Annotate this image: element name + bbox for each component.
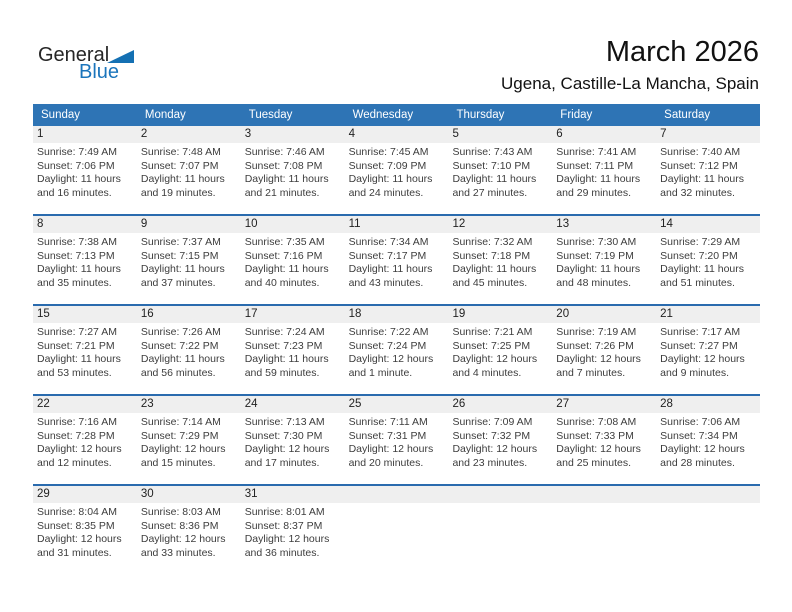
day-cell-31 [241, 486, 345, 574]
day-number: 12 [448, 216, 552, 233]
day-daylight-minutes: and 29 minutes. [556, 186, 632, 199]
day-number: 2 [137, 126, 241, 143]
day-daylight-minutes: and 59 minutes. [244, 366, 320, 379]
week-row-5 [33, 484, 760, 574]
day-number: 22 [33, 396, 137, 413]
day-daylight-minutes: and 17 minutes. [244, 456, 320, 469]
day-details [33, 233, 137, 290]
day-sunrise: Sunrise: 8:03 AM [140, 506, 221, 518]
day-sunset: Sunset: 7:09 PM [348, 159, 427, 172]
day-cell-14 [656, 216, 760, 304]
day-details [448, 323, 552, 380]
day-details [33, 323, 137, 380]
day-number: 26 [448, 396, 552, 413]
week-row-3 [33, 304, 760, 394]
day-sunrise: Sunrise: 7:26 AM [140, 326, 221, 338]
day-details [345, 413, 449, 470]
day-cell-18 [345, 306, 449, 394]
day-sunset: Sunset: 7:12 PM [660, 159, 738, 172]
day-daylight-minutes: and 56 minutes. [140, 366, 216, 379]
day-number: 1 [33, 126, 137, 143]
day-daylight-hours: Daylight: 11 hours [37, 173, 121, 185]
day-daylight-hours: Daylight: 12 hours [660, 443, 745, 455]
day-number: 28 [656, 396, 760, 413]
day-daylight-minutes: and 32 minutes. [660, 186, 735, 199]
day-daylight-hours: Daylight: 11 hours [244, 353, 329, 365]
weekday-header-saturday: Saturday [664, 109, 711, 121]
day-number: 4 [345, 126, 449, 143]
day-daylight-minutes: and 53 minutes. [37, 366, 112, 379]
day-details [241, 413, 345, 470]
day-cell-2 [137, 126, 241, 214]
day-cell-21 [656, 306, 760, 394]
day-number: 16 [137, 306, 241, 323]
weekday-header-tuesday: Tuesday [248, 109, 293, 121]
day-daylight-minutes: and 40 minutes. [244, 276, 320, 289]
location-subtitle: Ugena, Castille-La Mancha, Spain [501, 74, 759, 94]
day-sunset: Sunset: 7:08 PM [244, 159, 323, 172]
day-sunset: Sunset: 7:15 PM [140, 249, 219, 262]
day-daylight-minutes: and 31 minutes. [37, 546, 112, 559]
day-daylight-hours: Daylight: 11 hours [660, 173, 745, 185]
day-daylight-hours: Daylight: 12 hours [244, 443, 330, 455]
day-daylight-hours: Daylight: 11 hours [452, 173, 537, 185]
day-details [137, 503, 241, 560]
day-daylight-hours: Daylight: 12 hours [140, 533, 226, 545]
day-daylight-minutes: and 51 minutes. [660, 276, 735, 289]
day-number: 30 [137, 486, 241, 503]
day-daylight-hours: Daylight: 12 hours [556, 353, 641, 365]
day-daylight-minutes: and 23 minutes. [452, 456, 528, 469]
day-sunrise: Sunrise: 7:48 AM [140, 146, 221, 158]
day-daylight-hours: Daylight: 11 hours [140, 353, 225, 365]
day-daylight-hours: Daylight: 11 hours [140, 263, 225, 275]
day-cell-17 [241, 306, 345, 394]
day-sunset: Sunset: 8:37 PM [244, 519, 323, 532]
day-cell-5 [448, 126, 552, 214]
day-daylight-minutes: and 12 minutes. [37, 456, 112, 469]
day-sunrise: Sunrise: 7:14 AM [140, 416, 221, 428]
day-cell-8 [33, 216, 137, 304]
day-number: 20 [552, 306, 656, 323]
weekday-header-monday: Monday [144, 109, 186, 121]
day-number: 8 [33, 216, 137, 233]
day-daylight-minutes: and 9 minutes. [660, 366, 730, 379]
day-daylight-hours: Daylight: 12 hours [348, 443, 434, 455]
empty-date-band [552, 486, 656, 503]
day-cell-12 [448, 216, 552, 304]
day-sunset: Sunset: 8:36 PM [140, 519, 219, 532]
day-daylight-hours: Daylight: 12 hours [452, 353, 538, 365]
day-cell-10 [241, 216, 345, 304]
day-daylight-hours: Daylight: 11 hours [660, 263, 745, 275]
empty-date-band [656, 486, 760, 503]
day-sunset: Sunset: 7:22 PM [140, 339, 219, 352]
day-cell-22 [33, 396, 137, 484]
day-details [656, 143, 760, 200]
day-daylight-minutes: and 48 minutes. [556, 276, 632, 289]
day-daylight-minutes: and 21 minutes. [244, 186, 320, 199]
week-row-4 [33, 394, 760, 484]
day-number: 29 [33, 486, 137, 503]
day-details [656, 233, 760, 290]
day-sunset: Sunset: 7:13 PM [37, 249, 115, 262]
day-cell-23 [137, 396, 241, 484]
day-sunrise: Sunrise: 7:09 AM [452, 416, 533, 428]
logo-text-blue: Blue [79, 61, 120, 83]
day-daylight-minutes: and 33 minutes. [140, 546, 216, 559]
day-sunset: Sunset: 8:35 PM [37, 519, 115, 532]
day-cell-30 [137, 486, 241, 574]
day-details [552, 413, 656, 470]
day-sunset: Sunset: 7:33 PM [556, 429, 634, 442]
day-daylight-hours: Daylight: 12 hours [452, 443, 538, 455]
day-cell-4 [345, 126, 449, 214]
day-daylight-hours: Daylight: 12 hours [348, 353, 434, 365]
day-sunset: Sunset: 7:29 PM [140, 429, 219, 442]
day-sunrise: Sunrise: 7:06 AM [660, 416, 741, 428]
day-sunrise: Sunrise: 7:37 AM [140, 236, 221, 248]
day-sunset: Sunset: 7:16 PM [244, 249, 323, 262]
day-daylight-hours: Daylight: 12 hours [37, 443, 122, 455]
week-row-1 [33, 126, 760, 214]
day-daylight-hours: Daylight: 12 hours [244, 533, 330, 545]
day-number: 11 [345, 216, 449, 233]
day-sunrise: Sunrise: 7:38 AM [37, 236, 117, 248]
day-cell-16 [137, 306, 241, 394]
day-number: 21 [656, 306, 760, 323]
day-daylight-minutes: and 35 minutes. [37, 276, 112, 289]
day-number: 7 [656, 126, 760, 143]
day-cell-13 [552, 216, 656, 304]
day-sunrise: Sunrise: 7:45 AM [348, 146, 429, 158]
day-sunrise: Sunrise: 8:04 AM [37, 506, 117, 518]
day-sunrise: Sunrise: 7:22 AM [348, 326, 429, 338]
day-sunrise: Sunrise: 7:43 AM [452, 146, 533, 158]
day-details [137, 323, 241, 380]
day-details [448, 413, 552, 470]
day-daylight-minutes: and 24 minutes. [348, 186, 424, 199]
day-daylight-minutes: and 4 minutes. [452, 366, 522, 379]
day-cell-7 [656, 126, 760, 214]
day-sunrise: Sunrise: 7:32 AM [452, 236, 533, 248]
month-title: March 2026 [605, 36, 759, 68]
day-number: 18 [345, 306, 449, 323]
calendar-body [33, 126, 760, 574]
day-daylight-hours: Daylight: 11 hours [452, 263, 537, 275]
day-number: 15 [33, 306, 137, 323]
day-sunrise: Sunrise: 7:27 AM [37, 326, 117, 338]
day-cell-1 [33, 126, 137, 214]
day-details [137, 233, 241, 290]
day-details [345, 143, 449, 200]
day-sunset: Sunset: 7:10 PM [452, 159, 531, 172]
day-sunrise: Sunrise: 7:21 AM [452, 326, 533, 338]
day-daylight-hours: Daylight: 12 hours [556, 443, 641, 455]
day-cell-25 [345, 396, 449, 484]
day-daylight-hours: Daylight: 11 hours [348, 173, 433, 185]
day-details [345, 323, 449, 380]
day-sunset: Sunset: 7:27 PM [660, 339, 738, 352]
logo [38, 44, 188, 86]
day-number: 24 [241, 396, 345, 413]
day-sunset: Sunset: 7:28 PM [37, 429, 115, 442]
day-details [137, 413, 241, 470]
day-details [241, 503, 345, 560]
calendar-table [33, 104, 760, 574]
day-daylight-minutes: and 16 minutes. [37, 186, 112, 199]
day-sunset: Sunset: 7:30 PM [244, 429, 323, 442]
day-sunset: Sunset: 7:20 PM [660, 249, 738, 262]
day-cell-9 [137, 216, 241, 304]
day-cell-29 [33, 486, 137, 574]
day-daylight-hours: Daylight: 11 hours [556, 263, 641, 275]
day-daylight-minutes: and 27 minutes. [452, 186, 528, 199]
day-sunset: Sunset: 7:11 PM [556, 159, 634, 172]
day-sunrise: Sunrise: 7:16 AM [37, 416, 117, 428]
day-details [656, 323, 760, 380]
day-sunrise: Sunrise: 7:11 AM [348, 416, 428, 428]
day-details [137, 143, 241, 200]
day-sunset: Sunset: 7:26 PM [556, 339, 634, 352]
day-details [552, 233, 656, 290]
empty-cell [656, 486, 760, 574]
weekday-header-row [33, 104, 760, 126]
day-number: 9 [137, 216, 241, 233]
day-details [241, 233, 345, 290]
empty-cell [345, 486, 449, 574]
day-sunset: Sunset: 7:21 PM [37, 339, 115, 352]
day-details [448, 233, 552, 290]
day-sunrise: Sunrise: 7:13 AM [244, 416, 325, 428]
empty-date-band [448, 486, 552, 503]
day-sunset: Sunset: 7:17 PM [348, 249, 427, 262]
day-cell-26 [448, 396, 552, 484]
day-cell-28 [656, 396, 760, 484]
day-number: 25 [345, 396, 449, 413]
day-sunset: Sunset: 7:31 PM [348, 429, 427, 442]
day-details [241, 143, 345, 200]
day-number: 3 [241, 126, 345, 143]
weekday-header-sunday: Sunday [41, 109, 81, 121]
week-row-2 [33, 214, 760, 304]
day-daylight-minutes: and 45 minutes. [452, 276, 528, 289]
day-details [33, 143, 137, 200]
day-number: 23 [137, 396, 241, 413]
day-details [656, 413, 760, 470]
title-block [501, 36, 759, 94]
day-number: 27 [552, 396, 656, 413]
day-sunset: Sunset: 7:23 PM [244, 339, 323, 352]
day-details [33, 413, 137, 470]
day-daylight-minutes: and 1 minute. [348, 366, 413, 379]
empty-cell [552, 486, 656, 574]
day-daylight-hours: Daylight: 11 hours [244, 263, 329, 275]
day-sunset: Sunset: 7:07 PM [140, 159, 219, 172]
day-sunset: Sunset: 7:19 PM [556, 249, 634, 262]
day-number: 10 [241, 216, 345, 233]
day-details [345, 233, 449, 290]
day-cell-19 [448, 306, 552, 394]
day-sunset: Sunset: 7:32 PM [452, 429, 531, 442]
day-cell-24 [241, 396, 345, 484]
day-number: 31 [241, 486, 345, 503]
day-sunrise: Sunrise: 7:19 AM [556, 326, 637, 338]
day-sunset: Sunset: 7:34 PM [660, 429, 738, 442]
day-number: 6 [552, 126, 656, 143]
day-daylight-minutes: and 37 minutes. [140, 276, 216, 289]
day-daylight-hours: Daylight: 12 hours [660, 353, 745, 365]
day-sunset: Sunset: 7:25 PM [452, 339, 531, 352]
day-cell-3 [241, 126, 345, 214]
day-number: 5 [448, 126, 552, 143]
day-sunrise: Sunrise: 7:46 AM [244, 146, 325, 158]
day-sunrise: Sunrise: 7:41 AM [556, 146, 637, 158]
day-sunrise: Sunrise: 7:17 AM [660, 326, 741, 338]
day-sunset: Sunset: 7:18 PM [452, 249, 531, 262]
day-details [33, 503, 137, 560]
day-sunrise: Sunrise: 7:24 AM [244, 326, 325, 338]
day-details [552, 143, 656, 200]
day-daylight-hours: Daylight: 11 hours [37, 263, 121, 275]
day-daylight-minutes: and 28 minutes. [660, 456, 735, 469]
logo-text-general: General [38, 44, 110, 66]
day-sunrise: Sunrise: 7:34 AM [348, 236, 429, 248]
day-cell-11 [345, 216, 449, 304]
day-daylight-minutes: and 43 minutes. [348, 276, 424, 289]
day-details [552, 323, 656, 380]
day-cell-15 [33, 306, 137, 394]
day-daylight-hours: Daylight: 11 hours [37, 353, 121, 365]
day-sunset: Sunset: 7:06 PM [37, 159, 115, 172]
day-daylight-minutes: and 25 minutes. [556, 456, 632, 469]
day-daylight-hours: Daylight: 11 hours [140, 173, 225, 185]
day-daylight-minutes: and 15 minutes. [140, 456, 216, 469]
day-sunset: Sunset: 7:24 PM [348, 339, 427, 352]
day-sunrise: Sunrise: 7:29 AM [660, 236, 741, 248]
day-daylight-hours: Daylight: 11 hours [348, 263, 433, 275]
day-sunrise: Sunrise: 7:40 AM [660, 146, 741, 158]
day-daylight-hours: Daylight: 12 hours [37, 533, 122, 545]
day-details [448, 143, 552, 200]
day-sunrise: Sunrise: 7:30 AM [556, 236, 637, 248]
day-number: 14 [656, 216, 760, 233]
day-details [241, 323, 345, 380]
day-cell-20 [552, 306, 656, 394]
day-number: 13 [552, 216, 656, 233]
day-sunrise: Sunrise: 7:49 AM [37, 146, 117, 158]
day-daylight-minutes: and 36 minutes. [244, 546, 320, 559]
empty-date-band [345, 486, 449, 503]
day-daylight-minutes: and 19 minutes. [140, 186, 216, 199]
day-daylight-hours: Daylight: 11 hours [244, 173, 329, 185]
day-sunrise: Sunrise: 7:08 AM [556, 416, 637, 428]
day-daylight-hours: Daylight: 12 hours [140, 443, 226, 455]
day-cell-27 [552, 396, 656, 484]
weekday-header-wednesday: Wednesday [352, 109, 414, 121]
day-cell-6 [552, 126, 656, 214]
day-daylight-minutes: and 20 minutes. [348, 456, 424, 469]
weekday-header-friday: Friday [560, 109, 593, 121]
day-number: 19 [448, 306, 552, 323]
day-daylight-minutes: and 7 minutes. [556, 366, 626, 379]
day-sunrise: Sunrise: 7:35 AM [244, 236, 325, 248]
day-daylight-hours: Daylight: 11 hours [556, 173, 641, 185]
day-sunrise: Sunrise: 8:01 AM [244, 506, 325, 518]
empty-cell [448, 486, 552, 574]
day-number: 17 [241, 306, 345, 323]
weekday-header-thursday: Thursday [456, 109, 505, 121]
